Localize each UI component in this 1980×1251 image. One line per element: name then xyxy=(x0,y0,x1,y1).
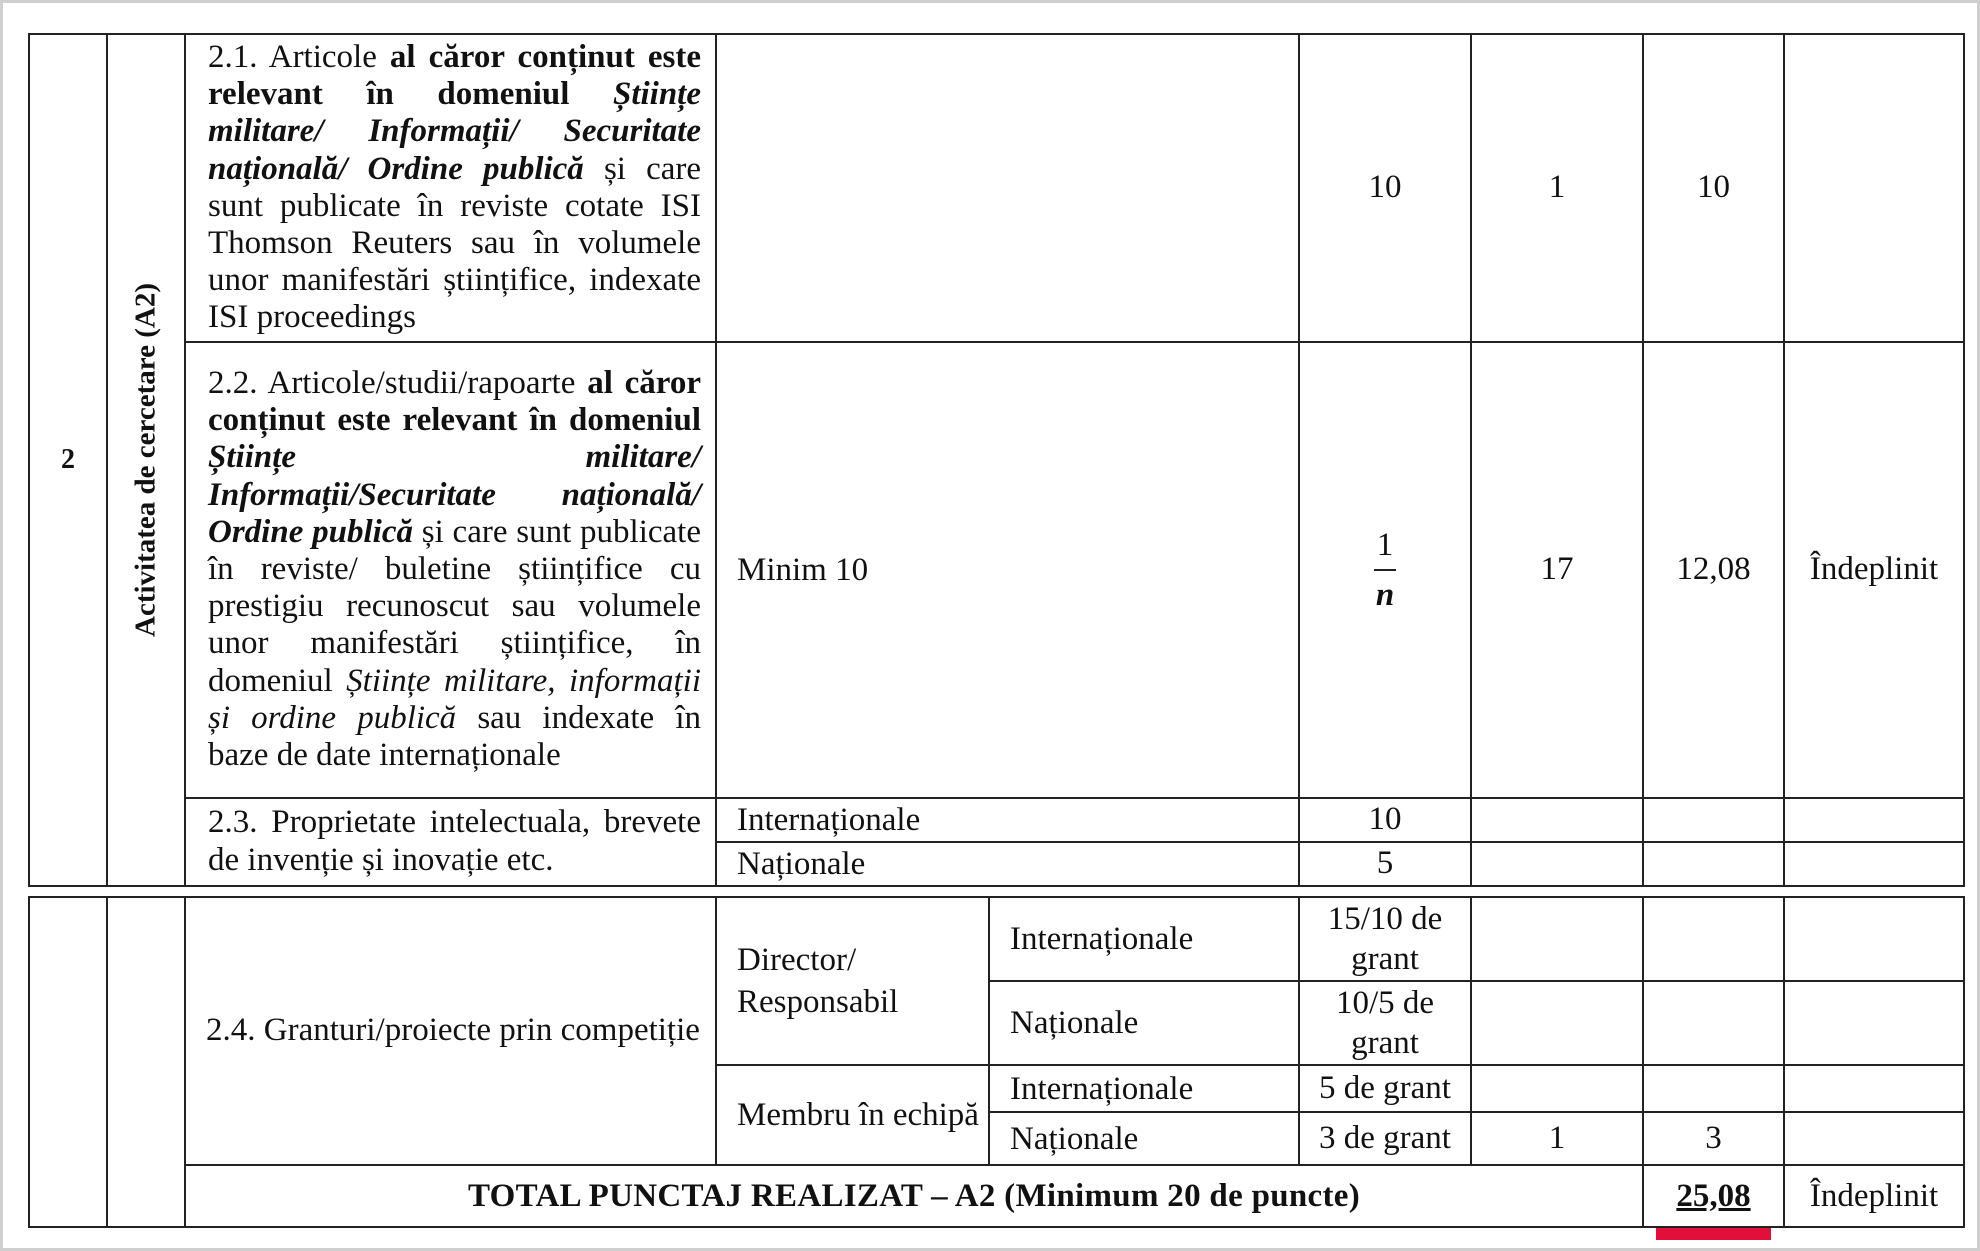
fraction xyxy=(1374,526,1396,614)
criterion-2-3-international-points: 10 xyxy=(1299,798,1471,842)
fraction-denominator: n xyxy=(1375,576,1395,613)
total-value: 25,08 xyxy=(1676,1177,1751,1214)
criterion-2-4-member-international-points: 5 de grant xyxy=(1299,1065,1471,1112)
table-row xyxy=(29,897,1964,981)
criterion-2-4-member-role: Membru în echipă xyxy=(716,1065,989,1165)
criterion-2-4-description: 2.4. Granturi/proiecte prin competiție xyxy=(185,897,716,1165)
criterion-2-4-member-international: Internaționale xyxy=(989,1065,1299,1112)
section-label-cell xyxy=(107,34,185,886)
criterion-2-2-points xyxy=(1299,342,1471,798)
criteria-table-a2-continued xyxy=(28,896,1965,1228)
fraction-bar xyxy=(1374,569,1396,571)
criterion-2-3-national-label: Naționale xyxy=(716,842,1299,886)
criterion-2-1-status xyxy=(1784,34,1964,342)
table-row xyxy=(29,34,1964,342)
section-label: Activitatea de cercetare (A2) xyxy=(129,282,162,637)
criterion-2-4-director-international-points: 15/10 de grant xyxy=(1299,897,1471,981)
criterion-2-2-minimum: Minim 10 xyxy=(716,342,1299,798)
criterion-2-1-count: 1 xyxy=(1471,34,1643,342)
section-number: 2 xyxy=(29,34,107,886)
criterion-2-1-description: 2.1. Articole al căror conținut este relevant în domeniul Științe militare/ Informații/ Securitate națională/ Ordine publică și care sunt publicate în reviste cotate ISI Thomson Reuters sau în volumele unor manifestări științifice, indexate ISI proceedings xyxy=(185,34,716,342)
highlight-mark xyxy=(1656,1228,1771,1240)
criterion-2-4-director-international: Internaționale xyxy=(989,897,1299,981)
criterion-2-4-member-national: Naționale xyxy=(989,1112,1299,1165)
criterion-2-4-director-national-points: 10/5 de grant xyxy=(1299,981,1471,1065)
criterion-2-3-description: 2.3. Proprietate intelectuala, brevete de invenție și inovație etc. xyxy=(185,798,716,886)
criterion-2-4-member-national-points: 3 de grant xyxy=(1299,1112,1471,1165)
criterion-2-4-member-national-count: 1 xyxy=(1471,1112,1643,1165)
fraction-numerator: 1 xyxy=(1376,526,1394,563)
criterion-2-3-international-label: Internaționale xyxy=(716,798,1299,842)
criterion-2-1-minimum xyxy=(716,34,1299,342)
criterion-2-2-score: 12,08 xyxy=(1643,342,1784,798)
criterion-2-2-description: 2.2. Articole/studii/rapoarte al căror conținut este relevant în domeniul Științe militare/ Informații/Securitate națională/ Ordine publică și care sunt publicate în reviste/ buletine științifice cu prestigiu recunoscut sau volumele unor manifestări științifice, în domeniul Științe militare, informații și ordine publică sau indexate în baze de date internaționale xyxy=(185,342,716,798)
criterion-2-3-national-points: 5 xyxy=(1299,842,1471,886)
criterion-2-1-score: 10 xyxy=(1643,34,1784,342)
table-row xyxy=(29,342,1964,798)
total-value-cell xyxy=(1643,1165,1784,1227)
criterion-2-4-director-role: Director/ Responsabil xyxy=(716,897,989,1065)
criterion-2-2-status: Îndeplinit xyxy=(1784,342,1964,798)
total-status: Îndeplinit xyxy=(1784,1165,1964,1227)
total-label: TOTAL PUNCTAJ REALIZAT – A2 (Minimum 20 de puncte) xyxy=(185,1165,1643,1227)
table-row xyxy=(29,798,1964,842)
total-row xyxy=(29,1165,1964,1227)
criteria-table-a2 xyxy=(28,33,1965,887)
criterion-2-4-member-national-score: 3 xyxy=(1643,1112,1784,1165)
criterion-2-4-director-national: Naționale xyxy=(989,981,1299,1065)
criterion-2-2-count: 17 xyxy=(1471,342,1643,798)
criterion-2-1-points: 10 xyxy=(1299,34,1471,342)
